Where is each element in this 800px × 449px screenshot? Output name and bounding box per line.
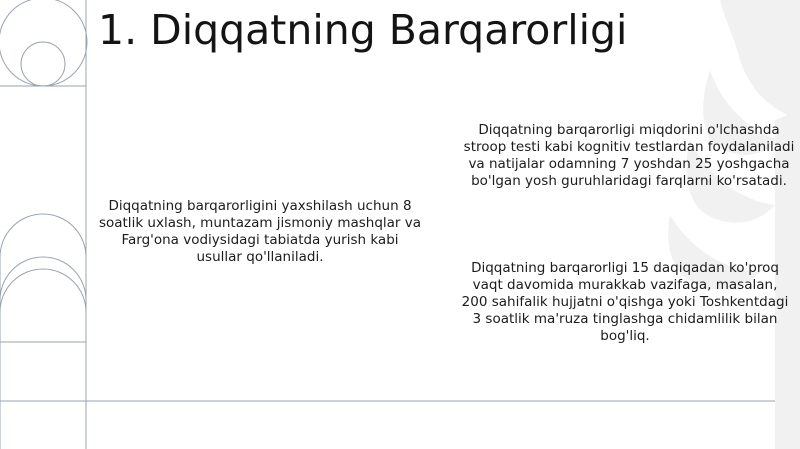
right-paragraph-top: Diqqatning barqarorligi miqdorini o'lchashda stroop testi kabi kognitiv testlardan foydalaniladi va natijalar odamning 7 yoshdan 25 yoshgacha bo'lgan yosh guruhlaridagi farqlarni ko'rsatadi.	[463, 122, 795, 189]
right-paragraph-bottom: Diqqatning barqarorligi 15 daqiqadan ko'proq vaqt davomida murakkab vazifaga, masalan, 200 sahifalik hujjatni o'qishga yoki Toshkentdagi 3 soatlik ma'ruza tinglashga chidamlilik bilan bog'liq.	[461, 260, 789, 344]
deco-arch-2	[0, 269, 86, 449]
deco-circle-large	[0, 0, 87, 86]
deco-circle-small	[21, 42, 65, 86]
left-paragraph: Diqqatning barqarorligini yaxshilash uchun 8 soatlik uxlash, muntazam jismoniy mashqlar va Farg'ona vodiysidagi tabiatda yurish kabi usullar qo'llaniladi.	[98, 198, 422, 265]
deco-arch-1	[0, 214, 86, 312]
watermark-leaf	[720, 0, 800, 120]
watermark-ornament	[570, 0, 800, 449]
slide-title: 1. Diqqatning Barqarorligi	[98, 6, 628, 54]
deco-arch-3	[0, 257, 86, 342]
